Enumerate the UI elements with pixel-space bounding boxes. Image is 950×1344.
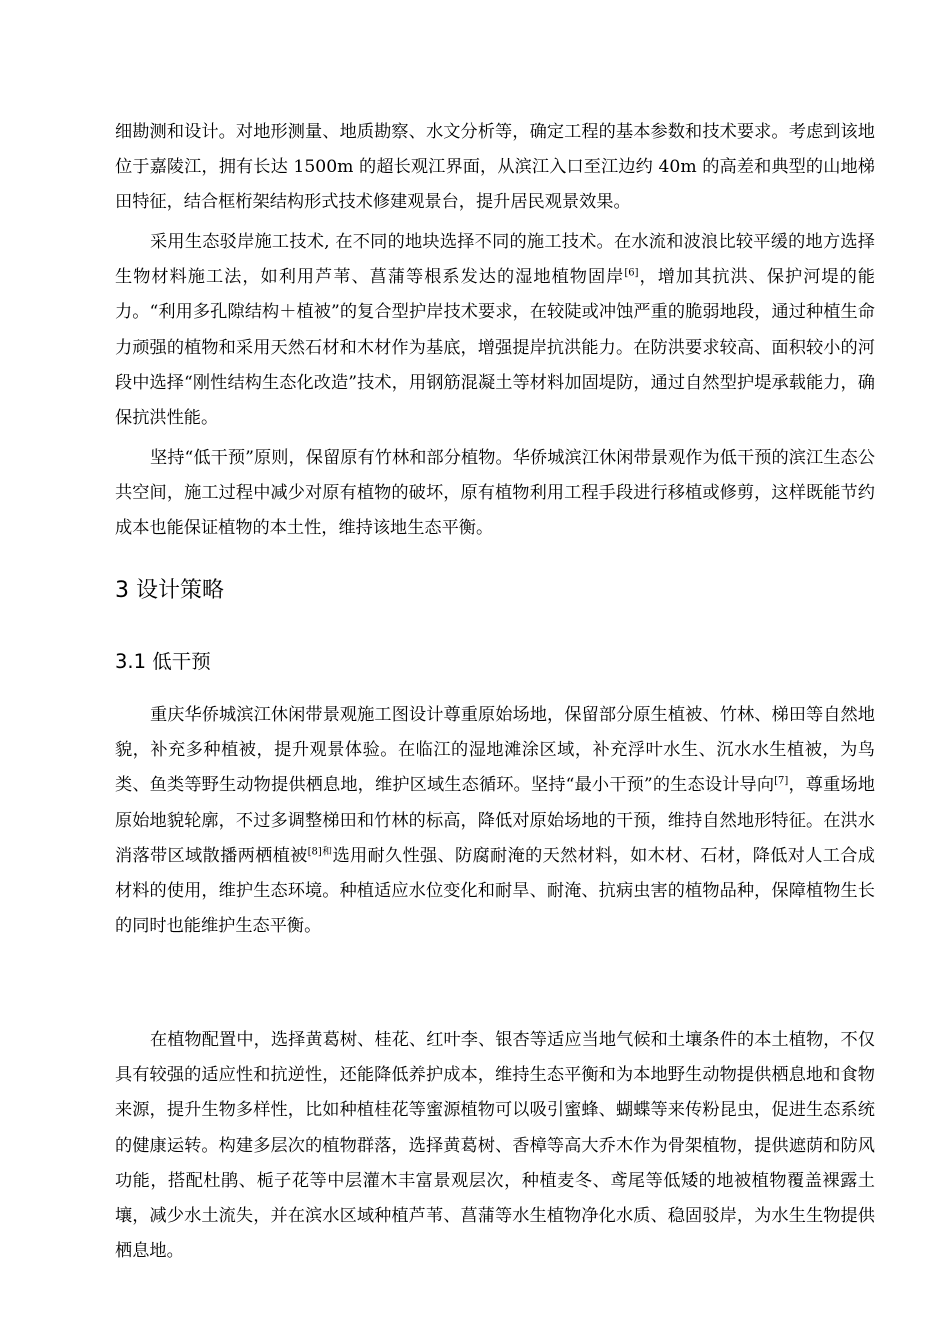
paragraph-site-respect [115, 698, 875, 944]
paragraph-low-intervention-text: 坚持“低干预”原则，保留原有竹林和部分植物。华侨城滨江休闲带景观作为低干预的滨江生态公共空间，施工过程中减少对原有植物的破坏，原有植物利用工程手段进行移植或修剪，这样既能节约成本也能保证植物的本土性，维持该地生态平衡。 [115, 448, 875, 539]
section-heading: 3 设计策略 [115, 578, 224, 603]
subsection-heading: 3.1 低干预 [115, 650, 211, 673]
citation-6: [6] [624, 267, 639, 279]
paragraph-revetment-text-b: ，增加其抗洪、保护河堤的能力。“利用多孔隙结构＋植被”的复合型护岸技术要求，在较陡或冲蚀严重的脆弱地段，通过种植生命力顽强的植物和采用天然石材和木材作为基底，增强提岸抗洪能力。在防洪要求较高、面积较小的河段中选择“刚性结构生态化改造”技术，用钢筋混凝土等材料加固堤防，通过自然型护堤承载能力，确保抗洪性能。 [115, 267, 875, 429]
paragraph-site-respect-text-b: ，尊重场地原始地貌轮廓，不过多调整梯田和竹林的标高，降低对原始场地的干预，维持自然地形特征。在洪水消落带区域散播两栖植被 [115, 775, 875, 866]
paragraph-site-respect-text-c: 选用耐久性强、防腐耐淹的天然材料，如木材、石材，降低对人工合成材料的使用，维护生态环境。种植适应水位变化和耐旱、耐淹、抗病虫害的植物品种，保障植物生长的同时也能维护生态平衡。 [115, 845, 875, 937]
paragraph-revetment [115, 225, 875, 436]
paragraph-plant-configuration-text: 在植物配置中，选择黄葛树、桂花、红叶李、银杏等适应当地气候和土壤条件的本土植物，不仅具有较强的适应性和抗逆性，还能降低养护成本，维持生态平衡和为本地野生动物提供栖息地和食物来源，提升生物多样性，比如种植桂花等蜜源植物可以吸引蜜蜂、蝴蝶等来传粉昆虫，促进生态系统的健康运转。构建多层次的植物群落，选择黄葛树、香樟等高大乔木作为骨架植物，提供遮荫和防风功能，搭配杜鹃、栀子花等中层灌木丰富景观层次，种植麦冬、鸢尾等低矮的地被植物覆盖裸露土壤，减少水土流失，并在滨水区域种植芦苇、菖蒲等水生植物净化水质、稳固驳岸，为水生生物提供栖息地。 [115, 1030, 875, 1262]
paragraph-site-respect-text-a: 重庆华侨城滨江休闲带景观施工图设计尊重原始场地，保留部分原生植被、竹林、梯田等自然地貌，补充多种植被，提升观景体验。在临江的湿地滩涂区域，补充浮叶水生、沉水水生植被，为鸟类、鱼类等野生动物提供栖息地，维护区域生态循环。坚持“最小干预”的生态设计导向 [115, 705, 875, 796]
citation-8: [8]和 [307, 846, 333, 858]
paragraph-survey [115, 115, 875, 221]
paragraph-survey-text: 细勘测和设计。对地形测量、地质勘察、水文分析等，确定工程的基本参数和技术要求。考虑到该地位于嘉陵江，拥有长达 1500m 的超长观江界面，从滨江入口至江边约 40m 的高差和典型的山地梯田特征，结合框桁架结构形式技术修建观景台，提升居民观景效果。 [115, 122, 875, 213]
paragraph-plant-configuration [115, 1023, 875, 1269]
paragraph-revetment-text-a: 采用生态驳岸施工技术, 在不同的地块选择不同的施工技术。在水流和波浪比较平缓的地方选择生物材料施工法，如利用芦苇、菖蒲等根系发达的湿地植物固岸 [115, 232, 875, 288]
citation-7: [7] [774, 775, 789, 787]
paragraph-low-intervention-principle [115, 441, 875, 547]
